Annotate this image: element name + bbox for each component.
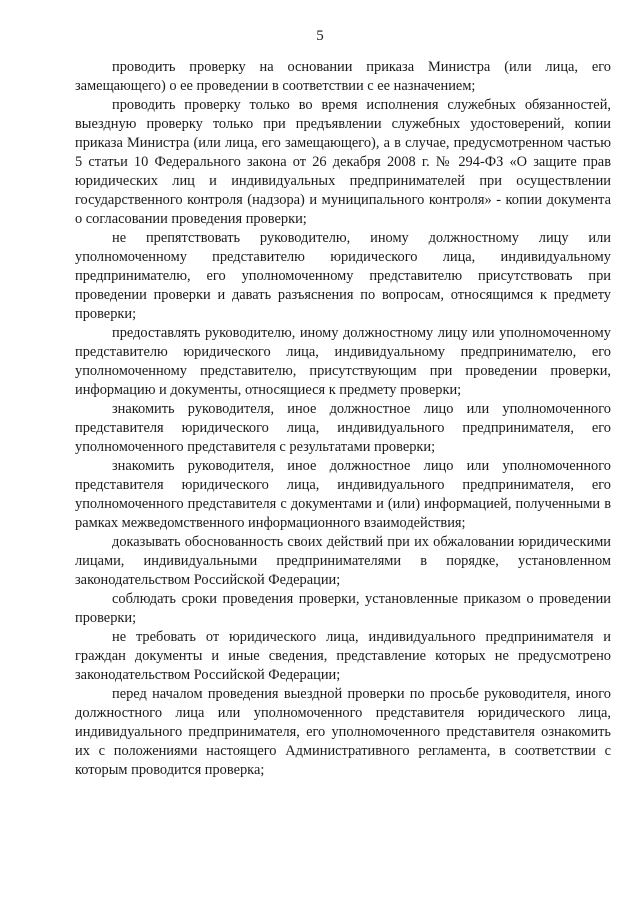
paragraph-10: перед началом проведения выездной проверки по просьбе руководителя, иного должностного лица или уполномоченного представителя юридического лица, индивидуального предпринимателя, его уполномоченного представителя ознакомить их с положениями настоящего Административного регламента, в соответствии с которым проводится проверка; [75, 686, 611, 778]
paragraph-6: знакомить руководителя, иное должностное лицо или уполномоченного представителя юридического лица, индивидуального предпринимателя, его уполномоченного представителя с документами и (или) информацией, полученными в рамках межведомственного информационного взаимодействия; [75, 458, 611, 531]
paragraph-4: предоставлять руководителю, иному должностному лицу или уполномоченному представителю юридического лица, индивидуальному предпринимателю, его уполномоченному представителю, присутствующим при проведении проверки, информацию и документы, относящиеся к предмету проверки; [75, 325, 611, 398]
paragraph-1: проводить проверку на основании приказа Министра (или лица, его замещающего) о ее проведении в соответствии с ее назначением; [75, 59, 611, 94]
document-body [75, 58, 611, 780]
paragraph-5: знакомить руководителя, иное должностное лицо или уполномоченного представителя юридического лица, индивидуального предпринимателя, его уполномоченного представителя с результатами проверки; [75, 401, 611, 455]
paragraph-7: доказывать обоснованность своих действий при их обжаловании юридическими лицами, индивидуальными предпринимателями в порядке, установленном законодательством Российской Федерации; [75, 534, 611, 588]
paragraph-8: соблюдать сроки проведения проверки, установленные приказом о проведении проверки; [75, 591, 611, 626]
paragraph-2: проводить проверку только во время исполнения служебных обязанностей, выездную проверку только при предъявлении служебных удостоверений, копии приказа Министра (или лица, его замещающего), а в случае, предусмотренном частью 5 статьи 10 Федерального закона от 26 декабря 2008 г. № 294-ФЗ «О защите прав юридических лиц и индивидуальных предпринимателей при осуществлении государственного контроля (надзора) и муниципального контроля» - копии документа о согласовании проведения проверки; [75, 97, 611, 227]
page-number: 5 [316, 28, 324, 44]
paragraph-3: не препятствовать руководителю, иному должностному лицу или уполномоченному представителю юридического лица, индивидуальному предпринимателю, его уполномоченному представителю присутствовать при проведении проверки и давать разъяснения по вопросам, относящимся к предмету проверки; [75, 230, 611, 322]
paragraph-9: не требовать от юридического лица, индивидуального предпринимателя и граждан документы и иные сведения, представление которых не предусмотрено законодательством Российской Федерации; [75, 629, 611, 683]
